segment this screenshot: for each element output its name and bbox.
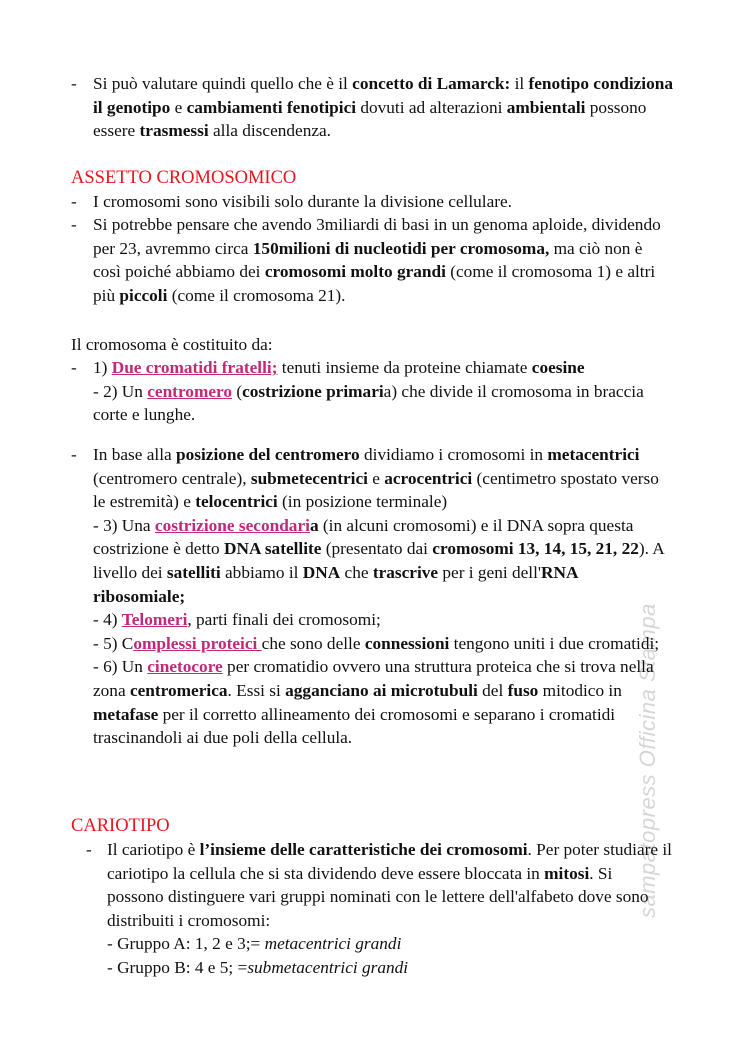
section-heading-assetto: ASSETTO CROMOSOMICO xyxy=(71,168,297,188)
bullet-cariotipo: Il cariotipo è l’insieme delle caratteristiche dei cromosomi. Per poter studiare il cariotipo la cellula che si sta dividendo deve essere bloccata in mitosi. Si possono distinguere vari gruppi nominati con le lettere dell'alfabeto dove sono distribuiti i cromosomi: - Gruppo A: 1, 2 e 3;= metacentrici grandi - Gruppo B: 4 e 5; =submetacentrici grandi xyxy=(107,840,672,977)
link-costrizione-secondaria[interactable]: costrizione secondari xyxy=(154,515,310,535)
link-cinetocore[interactable]: cinetocore xyxy=(147,657,223,677)
bullet-dash: - xyxy=(71,445,77,464)
link-complessi-proteici[interactable]: omplessi proteici xyxy=(133,633,262,653)
bullet-dash: - xyxy=(71,192,77,211)
link-centromero[interactable]: centromero xyxy=(147,381,233,401)
link-cromatidi[interactable]: Due cromatidi fratelli; xyxy=(111,358,278,377)
bullet-miliardi: Si potrebbe pensare che avendo 3miliardi di basi in un genoma aploide, dividendo per 23, avremmo circa 150milioni di nucleotidi per cromosoma, ma ciò non è così poiché abbiamo dei cromosomi molto grandi (come il cromosoma 1) e altri più piccoli (come il cromosoma 21). xyxy=(93,215,661,305)
bullet-dash: - xyxy=(71,358,77,377)
bullet-dash: - xyxy=(71,74,77,93)
bullet-visibili: I cromosomi sono visibili solo durante la divisione cellulare. xyxy=(93,192,512,211)
bullet-centromero: In base alla posizione del centromero dividiamo i cromosomi in metacentrici (centromero centrale), submetecentrici e acrocentrici (centimetro spostato verso le estremità) e telocentrici (in posizione terminale) - 3) Una costrizione secondaria (in alcuni cromosomi) e il DNA sopra questa costrizione è detto DNA satellite (presentato dai cromosomi 13, 14, 15, 21, 22). A livello dei satelliti abbiamo il DNA che trascrive per i geni dell'RNA ribosomiale; - 4) Telomeri, parti finali dei cromosomi; - 5) Complessi proteici che sono delle connessioni tengono uniti i due cromatidi; - 6) Un cinetocore per cromatidio ovvero una struttura proteica che si trova nella zona centromerica. Essi si agganciano ai microtubuli del fuso mitodico in metafase per il corretto allineamento dei cromosomi e separano i cromatidi trascinandoli ai due poli della cellula. xyxy=(93,445,664,748)
section-heading-cariotipo: CARIOTIPO xyxy=(71,816,170,836)
bullet-dash: - xyxy=(71,215,77,234)
cromosoma-intro-line: Il cromosoma è costituito da: xyxy=(71,335,273,354)
link-telomeri[interactable]: Telomeri xyxy=(121,610,188,630)
intro-paragraph: Si può valutare quindi quello che è il concetto di Lamarck: il fenotipo condiziona il genotipo e cambiamenti fenotipici dovuti ad alterazioni ambientali possono essere trasmessi alla discendenza. xyxy=(93,74,674,141)
bullet-cromatidi: 1) Due cromatidi fratelli; tenuti insieme da proteine chiamate coesine - 2) Un centromero (costrizione primaria) che divide il cromosoma in braccia corte e lunghe. xyxy=(93,358,644,425)
watermark: sampatopress Officina Stampa xyxy=(635,603,660,918)
bullet-dash: - xyxy=(86,840,92,859)
